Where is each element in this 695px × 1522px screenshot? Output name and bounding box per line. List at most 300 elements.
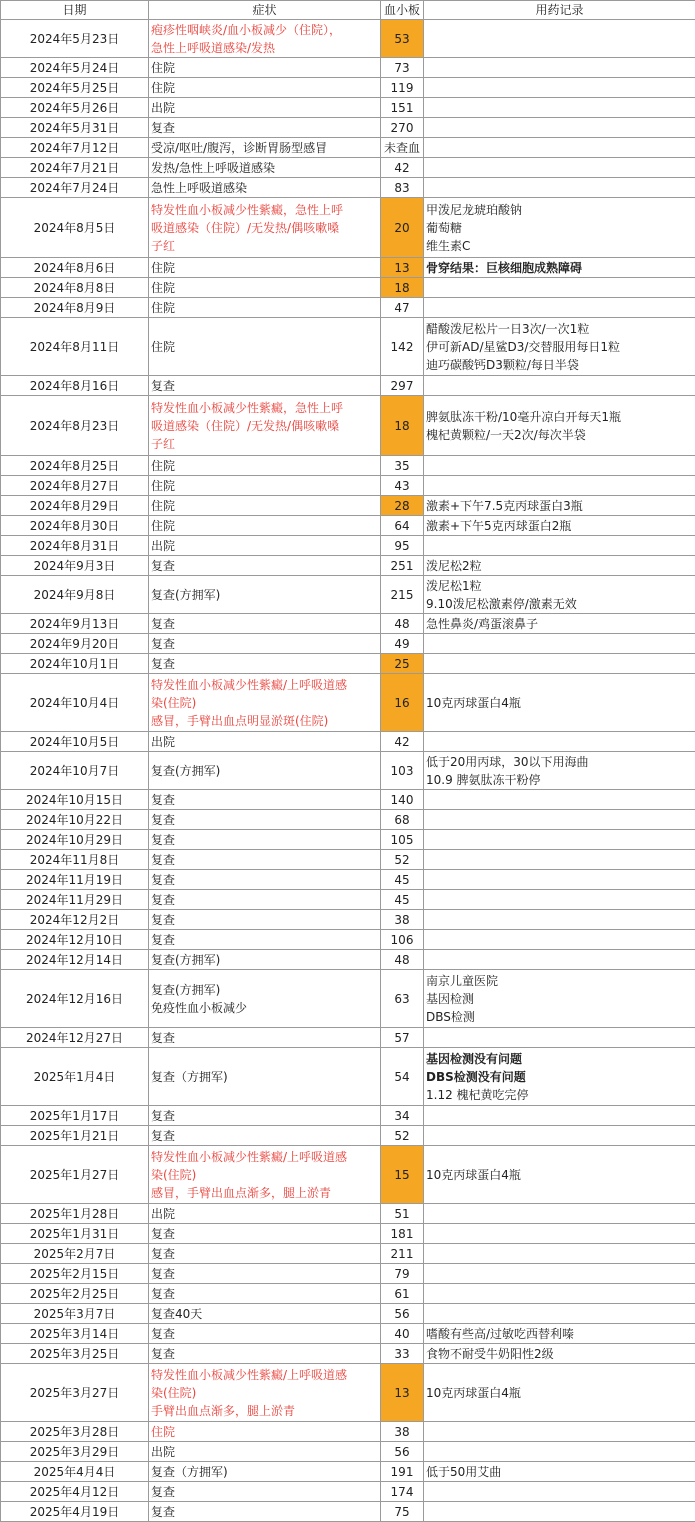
table-row [1,516,695,536]
medication-cell [424,910,695,930]
platelet-cell: 45 [381,870,424,890]
platelet-cell: 61 [381,1284,424,1304]
table-row [1,20,695,58]
platelet-cell: 251 [381,556,424,576]
symptom-cell [149,790,381,810]
table-row [1,456,695,476]
medication-line: 葡萄糖 [426,219,693,237]
symptom-cell [149,1462,381,1482]
table-row [1,1502,695,1522]
medication-cell [424,178,695,198]
date-cell: 2024年9月20日 [1,634,149,654]
date-cell: 2024年8月27日 [1,476,149,496]
medication-cell [424,1422,695,1442]
table-row [1,870,695,890]
medication-cell [424,614,695,634]
date-cell: 2024年8月23日 [1,396,149,456]
symptom-cell [149,376,381,396]
symptom-cell [149,198,381,258]
table-row [1,1106,695,1126]
medication-cell [424,1482,695,1502]
symptom-line: 发热/急性上呼吸道感染 [151,159,378,177]
medication-line: 脾氨肽冻干粉/10毫升凉白开每天1瓶 [426,408,693,426]
table-row [1,1126,695,1146]
symptom-cell [149,970,381,1028]
date-cell: 2025年1月28日 [1,1204,149,1224]
platelet-cell: 73 [381,58,424,78]
symptom-cell [149,732,381,752]
symptom-line: 出院 [151,733,378,751]
medication-cell [424,536,695,556]
date-cell: 2024年5月24日 [1,58,149,78]
platelet-cell: 42 [381,158,424,178]
medication-cell [424,396,695,456]
symptom-line: 复查 [151,1503,378,1521]
symptom-cell [149,752,381,790]
medication-cell [424,1344,695,1364]
date-cell: 2024年8月8日 [1,278,149,298]
medication-line: 9.10泼尼松激素停/激素无效 [426,595,693,613]
symptom-cell [149,556,381,576]
platelet-cell: 49 [381,634,424,654]
symptom-line: 复查 [151,1127,378,1145]
symptom-line: 染(住院) [151,1384,378,1402]
symptom-cell [149,138,381,158]
platelet-cell: 未查血 [381,138,424,158]
symptom-cell [149,1106,381,1126]
symptom-line: 子红 [151,237,378,255]
medication-line: 槐杞黄颗粒/一天2次/每次半袋 [426,426,693,444]
table-row [1,970,695,1028]
symptom-cell [149,476,381,496]
date-cell: 2025年1月27日 [1,1146,149,1204]
symptom-line: 复查 [151,1265,378,1283]
medication-line: 10.9 脾氨肽冻干粉停 [426,771,693,789]
table-row [1,98,695,118]
symptom-line: 特发性血小板减少性紫癜/上呼吸道感 [151,676,378,694]
symptom-line: 复查 [151,791,378,809]
header-medication: 用药记录 [424,1,695,20]
symptom-line: 染(住院) [151,694,378,712]
medication-cell [424,1502,695,1522]
medication-line: 10克丙球蛋白4瓶 [426,694,693,712]
platelet-cell: 38 [381,910,424,930]
table-row [1,1028,695,1048]
date-cell: 2024年8月6日 [1,258,149,278]
symptom-cell [149,1344,381,1364]
table-row [1,910,695,930]
platelet-cell: 181 [381,1224,424,1244]
table-row [1,118,695,138]
symptom-cell [149,278,381,298]
medication-cell [424,556,695,576]
symptom-cell [149,1284,381,1304]
platelet-cell: 57 [381,1028,424,1048]
table-row [1,476,695,496]
symptom-cell [149,536,381,556]
symptom-line: 复查 [151,1285,378,1303]
symptom-cell [149,98,381,118]
table-row [1,634,695,654]
medication-cell [424,1364,695,1422]
table-row [1,536,695,556]
platelet-cell: 119 [381,78,424,98]
symptom-line: 复查(方拥军) [151,586,378,604]
symptom-line: 复查 [151,891,378,909]
date-cell: 2025年3月29日 [1,1442,149,1462]
symptom-cell [149,1146,381,1204]
date-cell: 2024年5月23日 [1,20,149,58]
table-row [1,158,695,178]
symptom-line: 复查 [151,557,378,575]
platelet-cell: 215 [381,576,424,614]
symptom-cell [149,258,381,278]
record-rows [1,20,695,1522]
symptom-line: 特发性血小板减少性紫癜，急性上呼 [151,399,378,417]
date-cell: 2024年5月26日 [1,98,149,118]
date-cell: 2025年3月14日 [1,1324,149,1344]
medication-cell [424,1028,695,1048]
header-date: 日期 [1,1,149,20]
medication-line: 醋酸泼尼松片一日3次/一次1粒 [426,320,693,338]
date-cell: 2024年10月1日 [1,654,149,674]
symptom-cell [149,318,381,376]
symptom-cell [149,810,381,830]
platelet-cell: 174 [381,1482,424,1502]
medication-line: 低于50用艾曲 [426,1463,693,1481]
symptom-line: 染(住院) [151,1166,378,1184]
date-cell: 2025年1月21日 [1,1126,149,1146]
platelet-cell: 35 [381,456,424,476]
medication-line: DBS检测没有问题 [426,1068,693,1086]
date-cell: 2024年10月7日 [1,752,149,790]
platelet-cell: 51 [381,1204,424,1224]
symptom-line: 手臂出血点渐多，腿上淤青 [151,1402,378,1420]
symptom-line: 住院 [151,79,378,97]
table-row [1,576,695,614]
medication-cell [424,1126,695,1146]
platelet-cell: 191 [381,1462,424,1482]
table-row [1,1422,695,1442]
medication-line: 南京儿童医院 [426,972,693,990]
symptom-line: 复查40天 [151,1305,378,1323]
table-row [1,850,695,870]
table-row [1,614,695,634]
table-row [1,930,695,950]
date-cell: 2024年8月11日 [1,318,149,376]
date-cell: 2024年12月27日 [1,1028,149,1048]
medication-cell [424,1224,695,1244]
date-cell: 2025年1月17日 [1,1106,149,1126]
platelet-cell: 20 [381,198,424,258]
symptom-cell [149,118,381,138]
platelet-cell: 33 [381,1344,424,1364]
medication-cell [424,1324,695,1344]
platelet-cell: 63 [381,970,424,1028]
medication-cell [424,98,695,118]
medication-cell [424,1244,695,1264]
platelet-cell: 40 [381,1324,424,1344]
date-cell: 2024年11月29日 [1,890,149,910]
medication-line: 泼尼松1粒 [426,577,693,595]
medication-cell [424,1442,695,1462]
table-row [1,1224,695,1244]
table-row [1,1364,695,1422]
header-row [1,1,695,20]
platelet-cell: 13 [381,258,424,278]
table-row [1,1304,695,1324]
symptom-line: 复查 [151,377,378,395]
table-row [1,138,695,158]
table-row [1,376,695,396]
symptom-line: 出院 [151,99,378,117]
medication-line: 激素+下午5克丙球蛋白2瓶 [426,517,693,535]
medication-cell [424,732,695,752]
platelet-cell: 270 [381,118,424,138]
symptom-cell [149,178,381,198]
date-cell: 2025年3月25日 [1,1344,149,1364]
table-row [1,58,695,78]
date-cell: 2024年12月10日 [1,930,149,950]
medication-cell [424,158,695,178]
platelet-cell: 83 [381,178,424,198]
table-row [1,752,695,790]
medication-cell [424,476,695,496]
platelet-cell: 15 [381,1146,424,1204]
symptom-line: 复查 [151,831,378,849]
medication-cell [424,850,695,870]
platelet-cell: 79 [381,1264,424,1284]
date-cell: 2024年5月31日 [1,118,149,138]
medication-line: 迪巧碳酸钙D3颗粒/每日半袋 [426,356,693,374]
symptom-cell [149,870,381,890]
symptom-line: 特发性血小板减少性紫癜/上呼吸道感 [151,1366,378,1384]
symptom-cell [149,1028,381,1048]
table-row [1,790,695,810]
symptom-line: 住院 [151,259,378,277]
medication-line: 食物不耐受牛奶阳性2级 [426,1345,693,1363]
symptom-cell [149,930,381,950]
date-cell: 2024年8月31日 [1,536,149,556]
date-cell: 2024年12月14日 [1,950,149,970]
medication-cell [424,890,695,910]
symptom-line: 急性上呼吸道感染 [151,179,378,197]
date-cell: 2024年8月25日 [1,456,149,476]
table-row [1,1344,695,1364]
platelet-cell: 38 [381,1422,424,1442]
medication-cell [424,930,695,950]
symptom-line: 疱疹性咽峡炎/血小板减少（住院）， [151,21,378,39]
medication-cell [424,576,695,614]
platelet-cell: 43 [381,476,424,496]
date-cell: 2024年12月16日 [1,970,149,1028]
platelet-cell: 56 [381,1442,424,1462]
symptom-line: 复查（方拥军) [151,1463,378,1481]
platelet-cell: 68 [381,810,424,830]
medication-cell [424,20,695,58]
date-cell: 2025年4月4日 [1,1462,149,1482]
medication-cell [424,752,695,790]
date-cell: 2024年9月3日 [1,556,149,576]
symptom-cell [149,298,381,318]
table-row [1,890,695,910]
symptom-line: 住院 [151,299,378,317]
platelet-cell: 103 [381,752,424,790]
medication-cell [424,1204,695,1224]
date-cell: 2024年11月8日 [1,850,149,870]
medication-cell [424,258,695,278]
platelet-cell: 53 [381,20,424,58]
symptom-cell [149,1364,381,1422]
symptom-line: 复查 [151,871,378,889]
symptom-line: 住院 [151,457,378,475]
medication-line: DBS检测 [426,1008,693,1026]
medication-cell [424,830,695,850]
symptom-cell [149,78,381,98]
symptom-cell [149,58,381,78]
symptom-line: 吸道感染（住院）/无发热/偶咳嗽嗓 [151,417,378,435]
table-row [1,830,695,850]
symptom-line: 复查 [151,119,378,137]
medication-cell [424,1264,695,1284]
symptom-line: 复查 [151,1483,378,1501]
symptom-line: 出院 [151,1443,378,1461]
medication-line: 甲泼尼龙琥珀酸钠 [426,201,693,219]
symptom-line: 住院 [151,338,378,356]
table-row [1,950,695,970]
platelet-cell: 42 [381,732,424,752]
symptom-cell [149,850,381,870]
date-cell: 2024年10月4日 [1,674,149,732]
date-cell: 2025年4月19日 [1,1502,149,1522]
platelet-cell: 45 [381,890,424,910]
symptom-line: 住院 [151,59,378,77]
symptom-cell [149,634,381,654]
table-row [1,496,695,516]
medication-cell [424,138,695,158]
platelet-cell: 48 [381,614,424,634]
date-cell: 2025年2月15日 [1,1264,149,1284]
symptom-cell [149,1324,381,1344]
table-row [1,810,695,830]
date-cell: 2024年11月19日 [1,870,149,890]
medication-cell [424,674,695,732]
medication-cell [424,1462,695,1482]
platelet-cell: 52 [381,850,424,870]
symptom-line: 特发性血小板减少性紫癜/上呼吸道感 [151,1148,378,1166]
date-cell: 2024年8月16日 [1,376,149,396]
date-cell: 2024年9月8日 [1,576,149,614]
date-cell: 2024年10月22日 [1,810,149,830]
platelet-cell: 75 [381,1502,424,1522]
platelet-cell: 13 [381,1364,424,1422]
table-row [1,556,695,576]
platelet-cell: 52 [381,1126,424,1146]
platelet-cell: 18 [381,396,424,456]
symptom-line: 免疫性血小板减少 [151,999,378,1017]
date-cell: 2024年12月2日 [1,910,149,930]
symptom-cell [149,20,381,58]
table-row [1,674,695,732]
medication-cell [424,516,695,536]
platelet-cell: 95 [381,536,424,556]
medication-line: 10克丙球蛋白4瓶 [426,1166,693,1184]
platelet-cell: 18 [381,278,424,298]
platelet-cell: 106 [381,930,424,950]
symptom-cell [149,1244,381,1264]
date-cell: 2024年10月29日 [1,830,149,850]
medication-cell [424,1106,695,1126]
date-cell: 2025年4月12日 [1,1482,149,1502]
table-row [1,278,695,298]
date-cell: 2024年8月5日 [1,198,149,258]
symptom-line: 急性上呼吸道感染/发热 [151,39,378,57]
platelet-cell: 48 [381,950,424,970]
medication-cell [424,118,695,138]
symptom-line: 复查 [151,911,378,929]
medication-cell [424,1304,695,1324]
symptom-line: 复查 [151,1029,378,1047]
symptom-line: 复查 [151,635,378,653]
medication-line: 泼尼松2粒 [426,557,693,575]
date-cell: 2025年1月4日 [1,1048,149,1106]
table-row [1,298,695,318]
symptom-cell [149,674,381,732]
table-row [1,1048,695,1106]
platelet-cell: 25 [381,654,424,674]
medication-cell [424,870,695,890]
table-row [1,732,695,752]
medication-line: 基因检测没有问题 [426,1050,693,1068]
medication-line: 骨穿结果：巨核细胞成熟障碍 [426,259,693,277]
symptom-cell [149,950,381,970]
platelet-cell: 142 [381,318,424,376]
symptom-cell [149,1264,381,1284]
table-row [1,198,695,258]
platelet-cell: 34 [381,1106,424,1126]
symptom-line: 子红 [151,435,378,453]
table-row [1,1146,695,1204]
table-row [1,1264,695,1284]
symptom-cell [149,1048,381,1106]
medication-cell [424,1146,695,1204]
date-cell: 2025年2月7日 [1,1244,149,1264]
platelet-cell: 16 [381,674,424,732]
platelet-cell: 105 [381,830,424,850]
symptom-line: 复查 [151,655,378,673]
header-platelet: 血小板 [381,1,424,20]
medication-cell [424,198,695,258]
date-cell: 2024年8月30日 [1,516,149,536]
symptom-cell [149,576,381,614]
medication-cell [424,318,695,376]
symptom-cell [149,830,381,850]
medication-cell [424,810,695,830]
table-row [1,178,695,198]
symptom-cell [149,910,381,930]
table-row [1,1284,695,1304]
symptom-cell [149,396,381,456]
symptom-cell [149,456,381,476]
symptom-line: 复查 [151,851,378,869]
date-cell: 2024年10月5日 [1,732,149,752]
symptom-line: 复查(方拥军) [151,762,378,780]
table-row [1,396,695,456]
platelet-cell: 56 [381,1304,424,1324]
table-row [1,654,695,674]
date-cell: 2025年2月25日 [1,1284,149,1304]
medication-line: 激素+下午7.5克丙球蛋白3瓶 [426,497,693,515]
